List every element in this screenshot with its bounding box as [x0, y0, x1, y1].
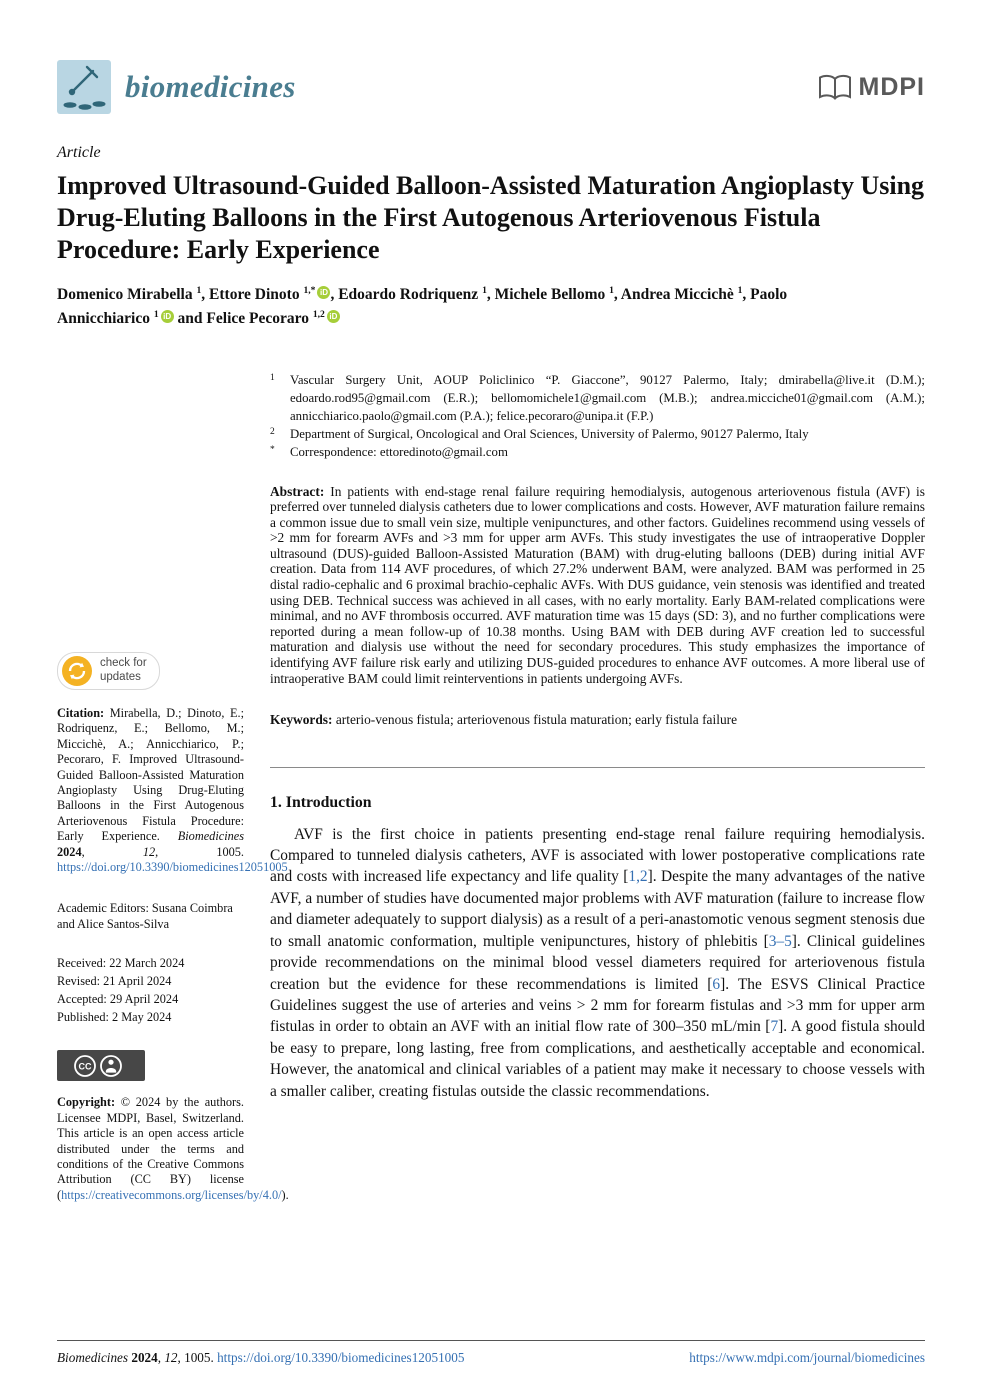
authors-line [57, 283, 857, 331]
superscript: 1 [196, 284, 202, 296]
text-segment: , Paolo Annicchiarico [57, 285, 788, 327]
text-segment: and Felice Pecoraro [173, 309, 313, 327]
cc-by-badge[interactable] [57, 1050, 145, 1081]
journal-logo-icon [57, 60, 111, 114]
text-segment: Vascular Surgery Unit, AOUP Policlinico “P. Giaccone”, 90127 Palermo, Italy; dmirabella@live.it (D.M.); edoardo.rod95@gmail.com (E.R.); bellomomichele1@gmail.com (M.B.); andrea.micciche01@gmail.com (A.M.); annicchiarico.paolo@gmail.com (P.A.); felice.pecoraro@unipa.it (F.P.) [290, 372, 925, 424]
text-segment: Citation: [57, 706, 110, 720]
accepted-date: Accepted: 29 April 2024 [57, 992, 179, 1007]
text-segment: , Ettore Dinoto [201, 285, 304, 303]
text-segment: ]. Despite the many advantages of the native AVF, a number of studies have documented major problems with AVF maturation (failure to increase flow and diameter adequately to support dialysis) as a result of a peri-anastomotic venous segment stenosis due to small anatomic conformation, multiple venipunctures, history of phlebitis [ [270, 868, 926, 950]
correspondence-marker: * [270, 445, 275, 456]
article-title: Improved Ultrasound-Guided Balloon-Assisted Maturation Angioplasty Using Drug-Eluting Balloons in the First Autogenous Arteriovenous Fistula Procedure: Early Experience [57, 171, 925, 265]
academic-editors: Academic Editors: Susana Coimbra and Alice Santos-Silva [57, 901, 233, 931]
superscript: 1 [737, 284, 743, 296]
text-segment: ]. A good fistula should be easy to prepare, long lasting, free from complications, and aesthetically acceptable and economical. However, the anatomical and clinical variables of a patient may make it necessary to choose vessels with a smaller caliber, creating fistulas outside the classic recommendations. [270, 1018, 925, 1100]
text-segment: , [81, 844, 143, 859]
copyright-block [57, 1095, 289, 1203]
page-footer [57, 1340, 925, 1366]
introduction-paragraph [270, 824, 925, 1102]
text-segment: Keywords: [270, 712, 333, 728]
svg-text:CC: CC [78, 1061, 92, 1072]
text-segment: Correspondence: ettoredinoto@gmail.com [290, 445, 508, 460]
doi-link[interactable]: https://doi.org/10.3390/biomedicines12051005 [57, 860, 288, 875]
text-segment: Biomedicines [57, 1350, 132, 1365]
text-segment: , 1005. [177, 1350, 218, 1365]
text-segment: , Andrea Miccichè [613, 285, 738, 303]
correspondence-row [270, 443, 925, 461]
check-for-updates-badge[interactable] [57, 652, 160, 690]
keywords [270, 711, 925, 728]
superscript: 1,2 [312, 308, 325, 320]
check-updates-label [100, 657, 147, 685]
citation-ref-link[interactable]: 3–5 [768, 932, 792, 950]
superscript: 1 [609, 284, 614, 296]
footer-doi-link[interactable]: https://doi.org/10.3390/biomedicines12051005 [217, 1350, 465, 1365]
orcid-icon[interactable]: iD [317, 286, 330, 299]
affiliation-text [290, 425, 925, 443]
text-segment: ). [281, 1187, 289, 1202]
revised-date: Revised: 21 April 2024 [57, 974, 172, 989]
main-column [270, 371, 925, 1102]
received-date: Received: 22 March 2024 [57, 956, 185, 971]
journal-logo[interactable] [57, 60, 296, 114]
crossmark-icon [62, 656, 92, 686]
citation-ref-link[interactable]: 7 [770, 1018, 779, 1036]
cc-license-link[interactable]: https://creativecommons.org/licenses/by/4.0/ [61, 1187, 282, 1202]
check-updates-line2: updates [100, 671, 141, 683]
text-segment: , Edoardo Rodriquenz [330, 285, 483, 303]
citation-ref-link[interactable]: 6 [712, 975, 721, 993]
text-segment: , 1005. [155, 844, 244, 859]
section-heading-introduction: 1. Introduction [270, 793, 372, 811]
text-segment: ]. Clinical guidelines provide recommendations on the minimal blood vessel diameters required for arteriovenous fistula creation but the evidence for these recommendations is limited [ [270, 932, 925, 993]
affiliation-text [290, 371, 925, 425]
superscript: 1 [153, 308, 159, 320]
article-type-label: Article [57, 144, 101, 161]
text-segment: 12 [164, 1350, 178, 1365]
journal-name: biomedicines [125, 69, 296, 104]
sidebar [57, 652, 289, 1203]
citation-ref-link[interactable]: 1,2 [628, 868, 648, 886]
superscript: 1,* [303, 284, 316, 296]
mdpi-logo[interactable] [818, 73, 926, 102]
text-segment: 2024 [131, 1350, 158, 1365]
orcid-icon[interactable]: iD [327, 310, 340, 323]
text-segment: Abstract: [270, 483, 325, 499]
text-segment: © 2024 by the authors. Licensee MDPI, Basel, Switzerland. This article is an open access article distributed under the terms and conditions of the Creative Commons Attribution (CC BY) license ( [57, 1095, 244, 1202]
footer-journal-url[interactable]: https://www.mdpi.com/journal/biomedicines [689, 1350, 925, 1365]
mdpi-wordmark: MDPI [858, 72, 925, 101]
text-segment: 12 [142, 844, 156, 859]
text-segment: 2024 [57, 844, 82, 859]
text-segment: AVF is the first choice in patients presenting end-stage renal failure requiring hemodialysis. Compared to tunneled dialysis catheters, AVF is associated with lower postoperative complications rate and costs with increased life expectancy and life quality [ [270, 825, 925, 886]
footer-citation [57, 1350, 464, 1366]
published-date: Published: 2 May 2024 [57, 1010, 172, 1025]
text-segment: ]. The ESVS Clinical Practice Guidelines suggest the use of arteries and veins > 2 mm for forearm fistulas and >3 mm for upper arm fistulas in order to obtain an AVF with an initial flow rate of 300–350 mL/min [ [270, 975, 925, 1036]
text-segment: Copyright: [57, 1095, 121, 1110]
affiliations [270, 371, 925, 462]
text-segment: Biomedicines [177, 829, 244, 844]
affiliation-row [270, 371, 925, 425]
dates-block [57, 954, 244, 1026]
mdpi-book-icon [818, 73, 852, 101]
citation-block [57, 706, 288, 875]
text-segment: , Michele Bellomo [486, 285, 610, 303]
abstract [270, 484, 925, 687]
correspondence-text [290, 443, 925, 461]
affiliation-marker: 2 [270, 427, 275, 438]
text-segment: Mirabella, D.; Dinoto, E.; Rodriquenz, E.; Bellomo, M.; Miccichè, A.; Annicchiarico, P.; Pecoraro, F. Improved Ultrasound-Guided Balloon-Assisted Maturation Angioplasty Using Drug-Eluting Balloons in the First Autogenous Arteriovenous Fistula Procedure: Early Experience. [57, 706, 244, 844]
section-divider [270, 767, 925, 768]
text-segment: arterio-venous fistula; arteriovenous fistula maturation; early fistula failure [332, 712, 738, 728]
check-updates-line1: check for [100, 657, 147, 670]
cc-by-icon [71, 1054, 131, 1078]
affiliation-row [270, 425, 925, 443]
text-segment: Department of Surgical, Oncological and Oral Sciences, University of Palermo, 90127 Palermo, Italy [290, 427, 809, 442]
text-segment: , [157, 1350, 165, 1365]
text-segment: In patients with end-stage renal failure requiring hemodialysis, autogenous arteriovenous fistula (AVF) is preferred over tunneled dialysis catheters due to lower complications and costs. However, AVF maturation failure remains a common issue due to small vein size, multiple venipunctures, and other factors. Guidelines recommend using vessels of >2 mm for forearm AVFs and >3 mm for upper arm AVFs. This study investigates the use of intraoperative Doppler ultrasound (DUS)-guided Balloon-Assisted Maturation (BAM) with drug-eluting balloons (DEB) during initial AVF creation. Data from 114 AVF procedures, of which 27.2% underwent BAM, were analyzed. BAM was performed in 25 distal radio-cephalic and 6 proximal brachio-cephalic AVFs. With DUS guidance, vein stenosis was identified and treated using DEB. Technical success was achieved in all cases, with no early mortality. Early BAM-related complications were minimal, and no AVF thrombosis occurred. AVF maturation time was 15 days (SD: 3), and no further complications were reported during a mean follow-up of 10.38 months. Using BAM with DEB during AVF creation led to successful maturation and dialysis use without the need for secondary procedures. This study emphasizes the importance of identifying AVF failure risk early and utilizing DUS-guided procedures to enhance AVF outcomes. A more liberal use of intraoperative BAM could limit reinterventions in patients undergoing AVFs. [270, 483, 925, 686]
orcid-icon[interactable]: iD [161, 310, 174, 323]
text-segment: Domenico Mirabella [57, 285, 197, 303]
superscript: 1 [482, 284, 487, 296]
affiliation-marker: 1 [270, 372, 275, 383]
journal-header [57, 0, 925, 114]
